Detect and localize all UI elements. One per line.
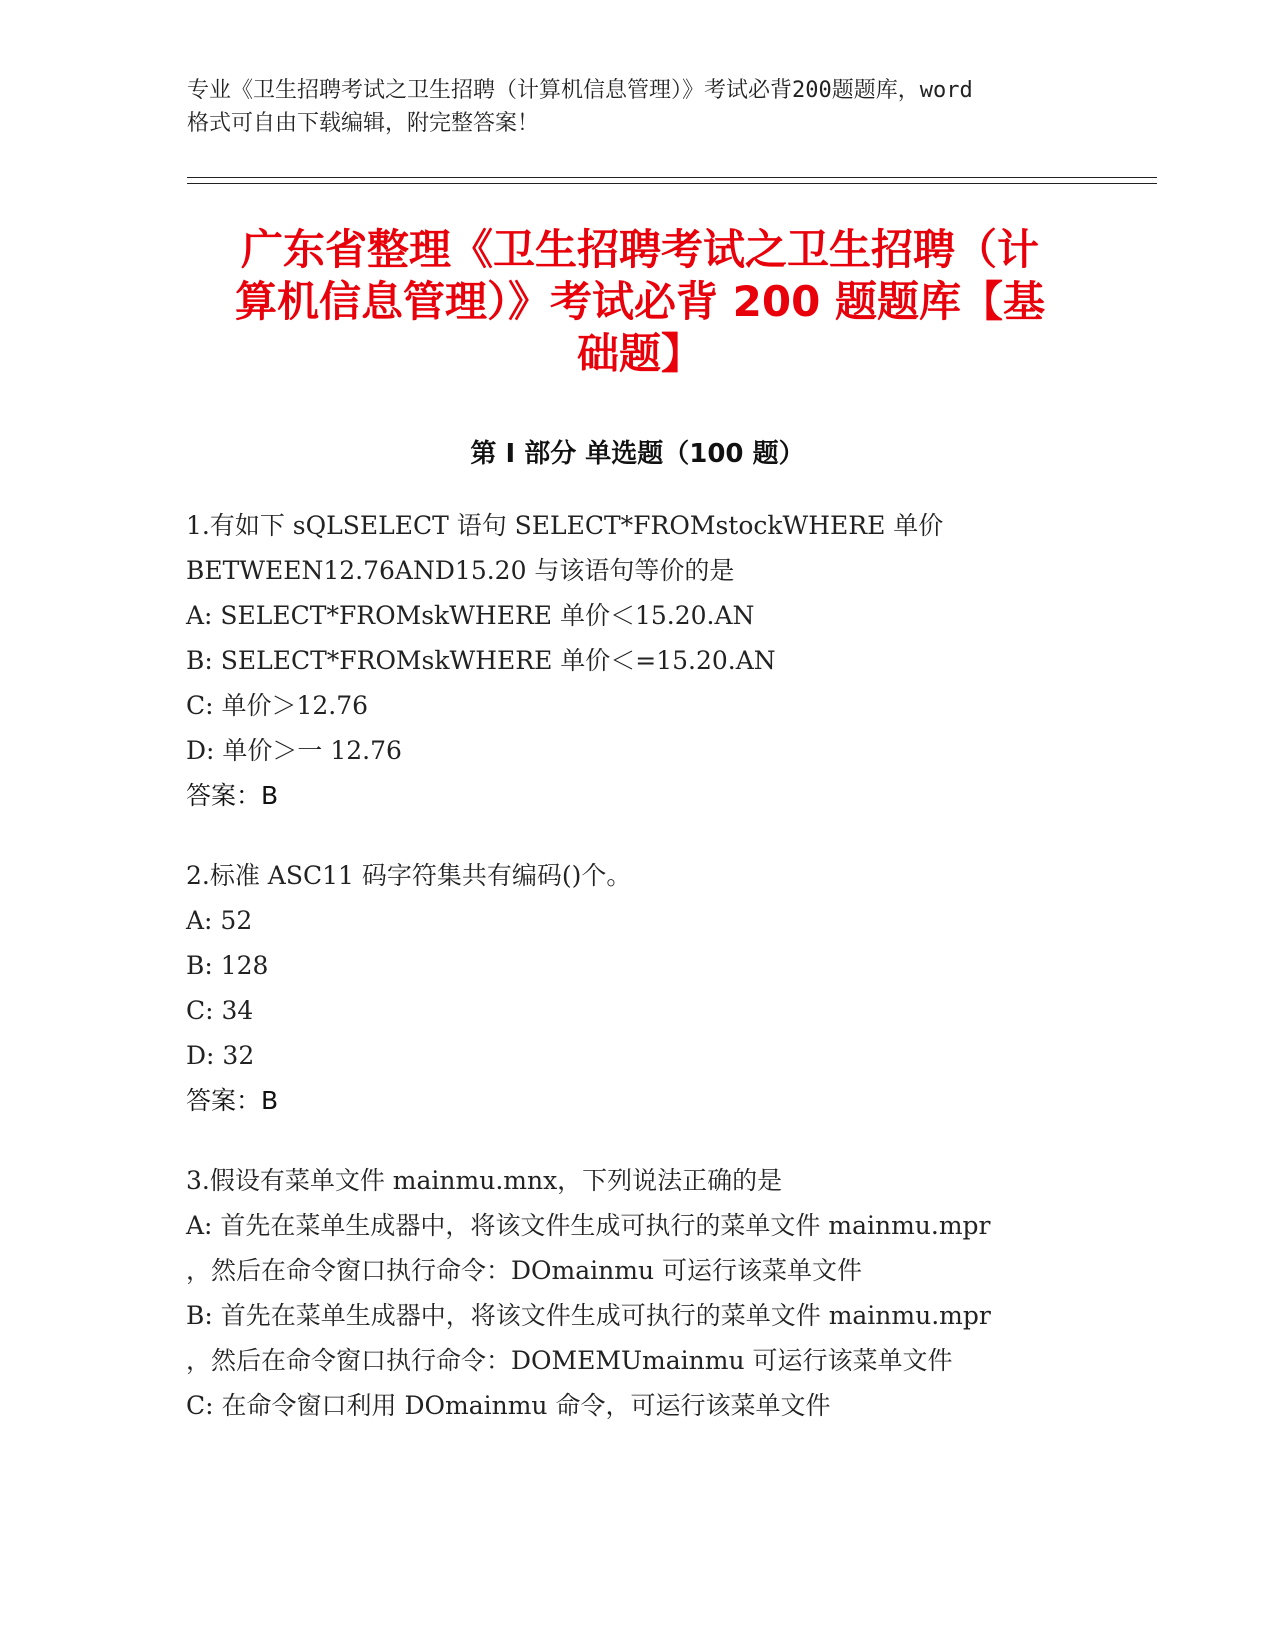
question-block <box>186 503 1086 818</box>
question-stem: 3.假设有菜单文件 mainmu.mnx，下列说法正确的是 <box>186 1166 783 1195</box>
option-a: A: 52 <box>186 906 253 935</box>
question-stem: BETWEEN12.76AND15.20 与该语句等价的是 <box>186 556 735 585</box>
question-stem: 1.有如下 sQLSELECT 语句 SELECT*FROMstockWHERE 单价 <box>186 511 944 540</box>
question-block <box>186 853 1086 1123</box>
header-divider <box>187 177 1157 178</box>
option-c: C: 34 <box>186 996 254 1025</box>
question-stem: 2.标准 ASC11 码字符集共有编码()个。 <box>186 861 632 890</box>
title-line: 广东省整理《卫生招聘考试之卫生招聘（计 <box>240 225 1039 274</box>
option-a: A: 首先在菜单生成器中，将该文件生成可执行的菜单文件 mainmu.mpr <box>186 1211 991 1240</box>
option-b: B: SELECT*FROMskWHERE 单价＜=15.20.AN <box>186 646 776 675</box>
option-d: D: 32 <box>186 1041 255 1070</box>
question-block <box>186 1158 1086 1428</box>
header-divider <box>187 183 1157 184</box>
header-line: 格式可自由下载编辑，附完整答案！ <box>187 111 540 136</box>
option-b: ，然后在命令窗口执行命令：DOMEMUmainmu 可运行该菜单文件 <box>186 1346 953 1375</box>
section-heading: 第 I 部分 单选题（100 题） <box>470 439 805 469</box>
option-b: B: 首先在菜单生成器中，将该文件生成可执行的菜单文件 mainmu.mpr <box>186 1301 991 1330</box>
option-c: C: 在命令窗口利用 DOmainmu 命令，可运行该菜单文件 <box>186 1391 831 1420</box>
option-a: A: SELECT*FROMskWHERE 单价＜15.20.AN <box>186 601 755 630</box>
option-c: C: 单价＞12.76 <box>186 691 369 720</box>
title-line: 础题】 <box>576 329 703 378</box>
option-d: D: 单价＞一 12.76 <box>186 736 402 765</box>
answer-text: 答案：B <box>186 1086 279 1115</box>
option-b: B: 128 <box>186 951 269 980</box>
document-title <box>190 224 1090 380</box>
title-line: 算机信息管理）》考试必背 200 题题库【基 <box>235 277 1045 326</box>
answer-text: 答案：B <box>186 781 279 810</box>
document-header <box>187 74 1087 140</box>
option-a: ，然后在命令窗口执行命令：DOmainmu 可运行该菜单文件 <box>186 1256 863 1285</box>
header-line: 专业《卫生招聘考试之卫生招聘（计算机信息管理）》考试必背200题题库，word <box>187 78 973 103</box>
